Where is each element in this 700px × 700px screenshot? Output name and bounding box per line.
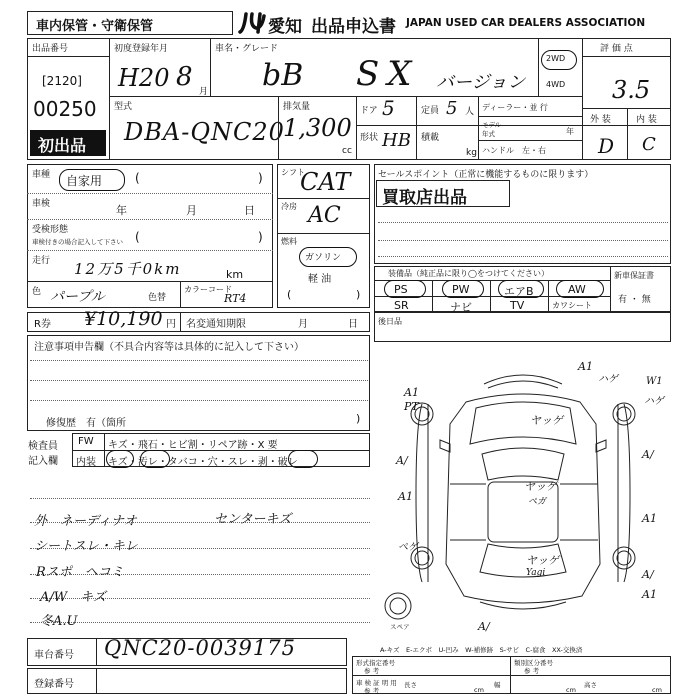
inspector-label: 検査員 bbox=[28, 441, 58, 452]
cert-ref-label: 参 考 bbox=[364, 687, 380, 695]
model-year-label: モデル bbox=[482, 121, 502, 129]
color-label: 色 bbox=[32, 287, 42, 297]
inspection-year-unit: 年 bbox=[116, 204, 127, 217]
equipment-label: 装備品（純正品に限り◯をつけてください） bbox=[388, 269, 549, 278]
lot-number: 00250 bbox=[33, 97, 97, 121]
color-code-label: カラーコード bbox=[184, 285, 232, 294]
equip-pw: PW bbox=[452, 283, 470, 296]
capacity-value: 5 bbox=[446, 98, 458, 119]
model-label: 型式 bbox=[114, 102, 133, 112]
car-name: bB bbox=[262, 58, 304, 93]
reg-month-unit: 月 bbox=[199, 87, 209, 97]
door-value: 5 bbox=[382, 96, 395, 120]
grade-name: SX bbox=[356, 54, 420, 94]
mark-trunk-left: ペゲ bbox=[398, 542, 418, 553]
repair-label: 修復歴 有（箇所 bbox=[46, 418, 126, 429]
mileage-unit: km bbox=[226, 268, 244, 281]
equip-navi: ナビ bbox=[450, 301, 472, 314]
storage-box bbox=[27, 11, 233, 35]
interior-items: キズ・汚レ・タバコ・穴・スレ・剥・破レ bbox=[108, 457, 298, 468]
equip-leather: カワシート bbox=[552, 301, 592, 310]
first-reg-label: 初度登録年月 bbox=[114, 44, 169, 54]
r-ticket-unit: 円 bbox=[166, 319, 176, 330]
receipt-note: 車検付きの場合記入して下さい bbox=[32, 238, 123, 246]
equip-tv: TV bbox=[510, 299, 525, 312]
repair-paren-r: ) bbox=[356, 412, 361, 425]
equip-pw-circle bbox=[442, 280, 484, 298]
note-line-3: Rスポ ヘコミ bbox=[36, 565, 124, 580]
grade-suffix: バージョン bbox=[436, 72, 526, 93]
interior-circle-3 bbox=[288, 450, 318, 468]
sales-point-value: 買取店出品 bbox=[382, 188, 467, 208]
mark-front-left-sub: PT bbox=[404, 400, 419, 413]
height-label: 高さ bbox=[584, 681, 597, 689]
notice-month-unit: 月 bbox=[298, 319, 308, 330]
drive-4wd: 4WD bbox=[546, 80, 566, 89]
category-ref-label: 参 考 bbox=[524, 667, 540, 675]
width-unit: cm bbox=[566, 686, 576, 694]
receipt-paren-l: ( bbox=[135, 230, 140, 244]
note-line-4: A/W キズ bbox=[40, 590, 106, 605]
car-diagram bbox=[376, 344, 670, 640]
interior-label: 内 装 bbox=[636, 115, 657, 125]
shape-number-label: 形式指定番号 bbox=[356, 659, 395, 667]
fw-label: FW bbox=[78, 436, 94, 447]
mark-front-right-sub: ハゲ bbox=[598, 374, 618, 385]
mark-roof: ヤッゲ bbox=[524, 480, 557, 493]
mark-front-left: A1 bbox=[404, 386, 419, 399]
equip-ps: PS bbox=[394, 283, 408, 296]
shift-value: CAT bbox=[300, 168, 351, 196]
equip-sr: SR bbox=[394, 299, 409, 312]
note-line-2: シートスレ・キレ bbox=[34, 539, 138, 554]
mark-rear-bottom: A/ bbox=[478, 620, 490, 633]
reg-month: 8 bbox=[176, 62, 193, 92]
mileage-label: 走行 bbox=[32, 256, 51, 266]
displacement-value: 1,300 bbox=[283, 114, 352, 142]
warranty-options: 有 ・ 無 bbox=[618, 295, 651, 305]
chassis-label: 車台番号 bbox=[34, 650, 74, 661]
height-unit: cm bbox=[652, 686, 662, 694]
person-unit: 人 bbox=[465, 107, 475, 117]
new-warranty-label: 新車保証書 bbox=[614, 271, 654, 280]
storage-label: 車内保管・守衛保管 bbox=[36, 19, 154, 34]
score-label: 評 価 点 bbox=[600, 44, 633, 54]
displacement-label: 排気量 bbox=[283, 102, 311, 112]
rear-items-label: 後日品 bbox=[378, 317, 402, 326]
caution-label: 注意事項申告欄（不具合内容等は具体的に記入して下さい） bbox=[34, 342, 304, 353]
car-type-label: 車種 bbox=[32, 170, 51, 180]
door-label: ドア bbox=[360, 106, 378, 116]
handle-label: ハンドル 左・右 bbox=[482, 146, 546, 155]
receipt-paren-r: ) bbox=[258, 230, 263, 244]
length-unit: cm bbox=[474, 686, 484, 694]
mark-trunk-sub: Yagi bbox=[526, 568, 546, 578]
fuel-label: 燃料 bbox=[281, 237, 297, 246]
chassis-value: QNC20-0039175 bbox=[104, 636, 297, 660]
score-value: 3.5 bbox=[612, 76, 651, 104]
equip-ps-circle bbox=[384, 280, 426, 298]
fuel-paren-r: ) bbox=[356, 288, 361, 301]
equip-aw-circle bbox=[556, 280, 604, 298]
cooling-value: AC bbox=[308, 203, 341, 228]
equip-airbag: エアB bbox=[504, 285, 534, 298]
association-name: JAPAN USED CAR DEALERS ASSOCIATION bbox=[406, 17, 646, 29]
receipt-label: 受検形態 bbox=[32, 225, 69, 235]
sales-point-label: セールスポイント（正常に機能するものに限ります） bbox=[378, 170, 594, 180]
cooling-label: 冷房 bbox=[281, 202, 297, 211]
body-label: 形状 bbox=[360, 133, 379, 143]
cert-label: 車 検 証 明 用 bbox=[356, 679, 397, 687]
mark-front-far-right: W1 bbox=[646, 376, 663, 387]
org-name: 愛知 bbox=[268, 17, 302, 37]
exterior-grade: D bbox=[598, 134, 615, 158]
notice-label: 名変通知期限 bbox=[186, 319, 246, 330]
shape-ref-label: 参 考 bbox=[364, 667, 380, 675]
first-listing-badge bbox=[30, 130, 106, 156]
color-change-label: 色替 bbox=[148, 293, 167, 303]
mark-hood: ヤッゲ bbox=[530, 414, 563, 427]
reg-year: H20 bbox=[118, 64, 170, 92]
model-code: DBA-QNC20 bbox=[124, 118, 285, 146]
r-ticket-label: R券 bbox=[34, 319, 51, 330]
car-name-label: 車名・グレード bbox=[215, 44, 279, 54]
fuel-gasoline: ガソリン bbox=[305, 253, 342, 263]
spare-label: スペア bbox=[390, 623, 410, 631]
mark-rear-right: A/ bbox=[642, 568, 654, 581]
width-label: 幅 bbox=[494, 681, 501, 689]
lot-number-label: 出品番号 bbox=[32, 44, 69, 54]
interior-grade: C bbox=[642, 134, 656, 155]
equip-airbag-circle bbox=[498, 280, 544, 298]
year-label: 年式 bbox=[482, 130, 495, 138]
record-label: 記入欄 bbox=[28, 456, 58, 467]
mark-left-door: A1 bbox=[398, 490, 413, 503]
form-title: 出品申込書 bbox=[311, 17, 396, 37]
capacity-label: 定員 bbox=[421, 106, 440, 116]
mark-front-right: A1 bbox=[578, 360, 593, 373]
interior-record-label: 内装 bbox=[76, 457, 96, 468]
interior-circle-2 bbox=[140, 450, 170, 468]
shift-label: シフト bbox=[281, 168, 305, 177]
nen-unit: 年 bbox=[566, 127, 574, 136]
cc-unit: cc bbox=[342, 146, 352, 156]
fuel-paren-l: ( bbox=[287, 288, 292, 301]
mileage-value: 12万5千0km bbox=[74, 260, 182, 278]
registration-frame bbox=[27, 668, 347, 694]
interior-circle-1 bbox=[106, 450, 134, 468]
mark-rear-right-2: A1 bbox=[642, 588, 657, 601]
car-type-value: 自家用 bbox=[66, 174, 103, 188]
car-type-paren-l: ( bbox=[135, 171, 140, 185]
rear-items-frame bbox=[374, 312, 671, 342]
drive-2wd: 2WD bbox=[546, 54, 566, 63]
r-ticket-value: ¥10,190 bbox=[84, 308, 163, 330]
notice-day-unit: 日 bbox=[348, 319, 358, 330]
inspection-month-unit: 月 bbox=[186, 204, 197, 217]
dealer-label: ディーラー・並 行 bbox=[482, 103, 548, 112]
note-line-1: 外 ネーディナオ bbox=[34, 514, 137, 529]
color-code-value: RT4 bbox=[224, 292, 247, 305]
fw-items: キズ・飛石・ヒビ割・リペア跡・X 要 bbox=[108, 440, 278, 451]
load-label: 積載 bbox=[421, 133, 440, 143]
registration-label: 登録番号 bbox=[34, 679, 74, 690]
mark-trunk: ヤッゲ bbox=[526, 554, 559, 567]
mark-roof-sub: ペガ bbox=[528, 497, 547, 507]
length-label: 長さ bbox=[404, 681, 417, 689]
mark-right-door: A1 bbox=[642, 512, 657, 525]
note-line-5: 冬A.U bbox=[40, 614, 78, 629]
inspection-day-unit: 日 bbox=[244, 204, 255, 217]
note-right: センターキズ bbox=[214, 512, 292, 527]
car-type-paren-r: ) bbox=[258, 171, 263, 185]
first-listing-text: 初出品 bbox=[38, 136, 87, 155]
mark-left-mid: A/ bbox=[396, 454, 408, 467]
exterior-label: 外 装 bbox=[590, 115, 611, 125]
body-value: HB bbox=[382, 130, 411, 151]
mark-right-mid: A/ bbox=[642, 448, 654, 461]
fuel-diesel: 軽 油 bbox=[308, 274, 332, 285]
category-label: 類別区分番号 bbox=[514, 659, 553, 667]
color-value: パープル bbox=[50, 289, 105, 305]
equip-aw: AW bbox=[568, 283, 586, 296]
kg-unit: kg bbox=[466, 148, 477, 158]
lot-code: [2120] bbox=[42, 74, 82, 88]
mark-front-far-right-sub: ハゲ bbox=[644, 396, 664, 407]
damage-legend: A-キズ E-エクボ U-凹み W-補修跡 S-サビ C-腐食 XX-交換済 bbox=[380, 646, 583, 654]
inspection-label: 車検 bbox=[32, 199, 51, 209]
